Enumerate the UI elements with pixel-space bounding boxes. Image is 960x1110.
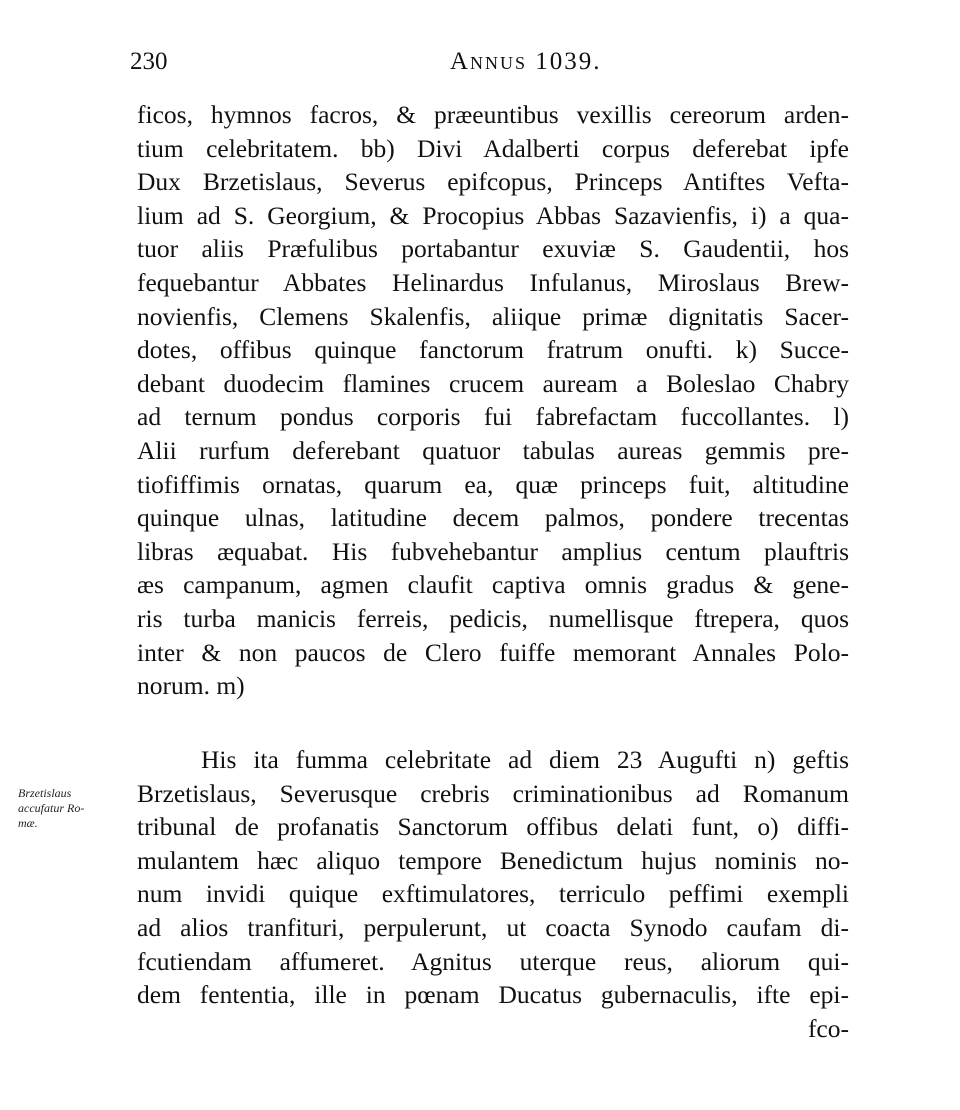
- text-line: inter & non paucos de Clero fuiffe memorant Annales Polo-: [137, 637, 849, 667]
- text-line: norum. m): [137, 671, 245, 701]
- text-line: dem fententia, ille in pœnam Ducatus gubernaculis, ifte epi-: [137, 980, 849, 1010]
- marginal-note-line: accufatur Ro-: [18, 801, 85, 815]
- text-line: ad ternum pondus corporis fui fabrefactam fuccollantes. l): [137, 402, 849, 432]
- catchword: fco-: [807, 1013, 849, 1043]
- text-line: dotes, offibus quinque fanctorum fratrum onufti. k) Succe-: [137, 335, 849, 365]
- text-line: quinque ulnas, latitudine decem palmos, pondere trecentas: [137, 503, 849, 533]
- text-line: ficos, hymnos facros, & præeuntibus vexillis cereorum arden-: [137, 100, 849, 129]
- text-line: ris turba manicis ferreis, pedicis, numellisque ftrepera, quos: [137, 603, 849, 633]
- page-number: 230: [130, 48, 168, 75]
- paragraph-2: [137, 743, 849, 1045]
- text-line: Dux Brzetislaus, Severus epifcopus, Princeps Antiftes Vefta-: [137, 167, 849, 197]
- marginal-note-line: mæ.: [18, 816, 38, 830]
- text-line: lium ad S. Georgium, & Procopius Abbas Sazavienfis, i) a qua-: [137, 200, 849, 230]
- page-header: [130, 48, 860, 88]
- text-line: novienfis, Clemens Skalenfis, aliique primæ dignitatis Sacer-: [137, 301, 849, 331]
- text-line: tium celebritatem. bb) Divi Adalberti corpus deferebat ipfe: [137, 133, 849, 163]
- text-line: libras æquabat. His fubvehebantur amplius centum plauftris: [137, 536, 849, 566]
- text-line: tribunal de profanatis Sanctorum offibus delati funt, o) diffi-: [137, 812, 849, 842]
- marginal-note: [18, 786, 133, 831]
- text-line: æs campanum, agmen claufit captiva omnis gradus & gene-: [137, 570, 849, 600]
- marginal-note-line: Brzetislaus: [18, 786, 72, 800]
- text-line: tuor aliis Præfulibus portabantur exuviæ S. Gaudentii, hos: [137, 234, 849, 264]
- text-line: Brzetislaus, Severusque crebris criminationibus ad Romanum: [137, 778, 849, 808]
- running-head: Annus 1039.: [450, 48, 602, 75]
- paragraph-1: [137, 98, 849, 703]
- text-line: fequebantur Abbates Helinardus Infulanus, Miroslaus Brew-: [137, 267, 849, 297]
- text-line: Alii rurfum deferebant quatuor tabulas aureas gemmis pre-: [137, 435, 849, 465]
- text-line: ad alios tranfituri, perpulerunt, ut coacta Synodo caufam di-: [137, 912, 849, 942]
- text-line: tiofiffimis ornatas, quarum ea, quæ princeps fuit, altitudine: [137, 469, 849, 499]
- text-line: mulantem hæc aliquo tempore Benedictum hujus nominis no-: [137, 845, 849, 875]
- text-line: debant duodecim flamines crucem auream a Boleslao Chabry: [137, 368, 849, 398]
- text-line: His ita fumma celebritate ad diem 23 Augufti n) geftis: [201, 745, 849, 774]
- text-line: num invidi quique exftimulatores, terriculo peffimi exempli: [137, 879, 849, 909]
- text-line: fcutiendam affumeret. Agnitus uterque reus, aliorum qui-: [137, 946, 849, 976]
